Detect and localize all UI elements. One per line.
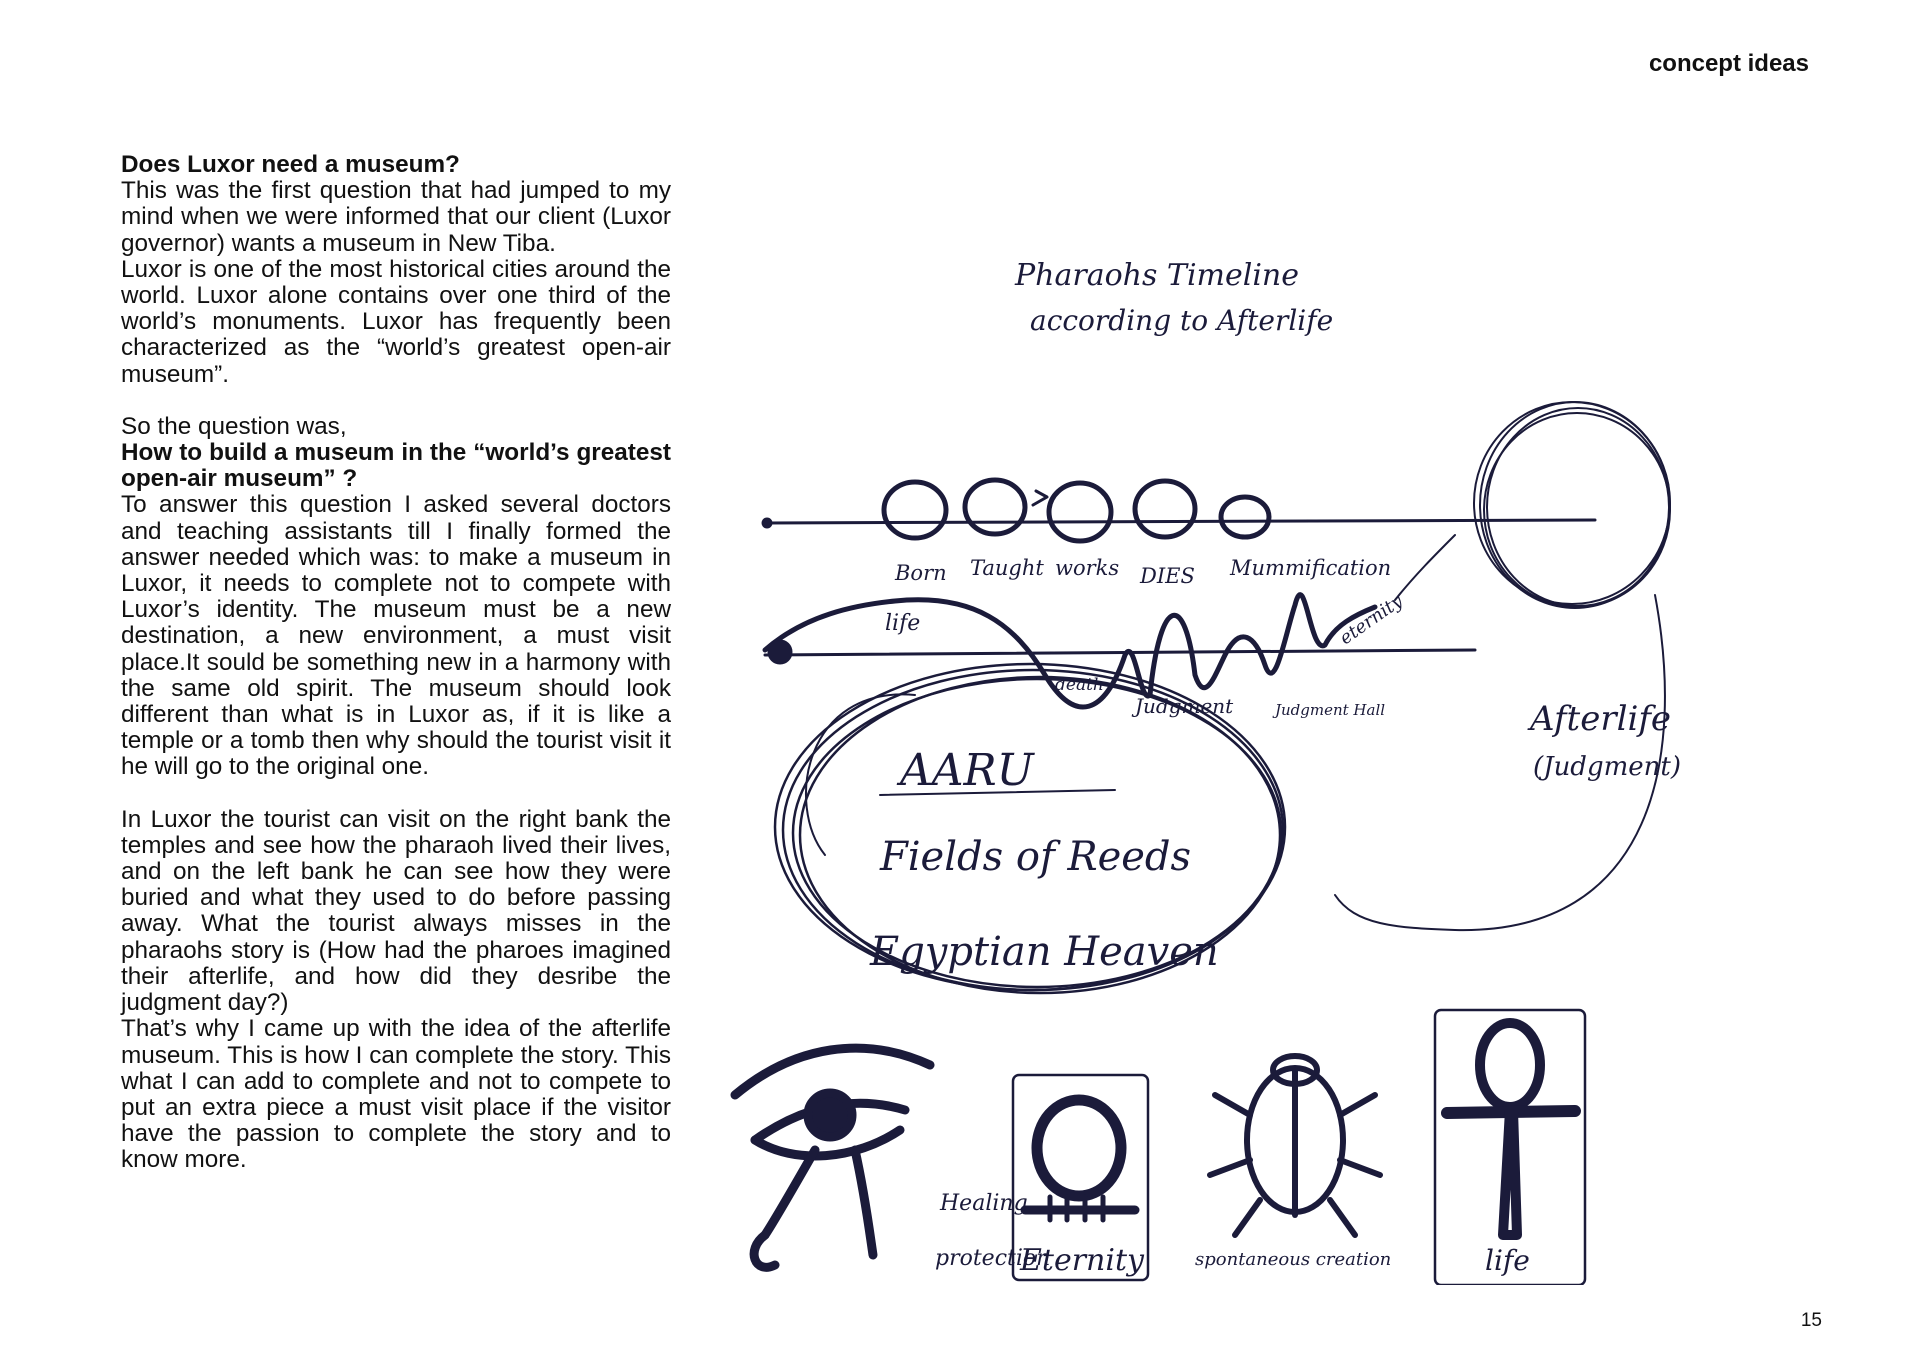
baseline-line — [765, 650, 1475, 655]
page-header: concept ideas — [1648, 50, 1809, 77]
label-mummification: Mummification — [1230, 556, 1392, 580]
paragraph-5: In Luxor the tourist can visit on the right bank the temples and see how the pharaoh lived their lives, and on the left bank he can see how they were buried and what they used to do before passing away. What the tourist always misses in the pharaohs story is (How had the pharoes imagined their afterlife, and how did they desribe the judgment day?) — [121, 805, 671, 1017]
label-dies: DIES — [1140, 564, 1195, 588]
label-born: Born — [895, 561, 947, 585]
timeline-start-dot — [762, 518, 772, 528]
label-eternity: eternity — [1335, 590, 1407, 650]
label-taught: Taught — [970, 556, 1044, 580]
fields-of-reeds-label: Fields of Reeds — [880, 834, 1192, 880]
scarab-symbol — [1210, 1056, 1380, 1235]
paragraph-6: That’s why I came up with the idea of the afterlife museum. This is how I can complete the story. This what I can add to complete and not to compete to put an extra piece a must visit place if the visitor have the passion to complete the story and to know more. — [121, 1015, 671, 1174]
question-2: How to build a museum in the “world’s greatest open-air museum” ? — [121, 439, 671, 493]
question-1: Does Luxor need a museum? — [121, 151, 460, 178]
paragraph-3: So the question was, — [121, 412, 347, 440]
sketch-title-2: according to Afterlife — [1030, 304, 1334, 337]
aaru-label: AARU — [900, 745, 1034, 796]
body-text-column — [121, 152, 671, 1174]
paragraph-4: To answer this question I asked several doctors and teaching assistants till I finally formed the answer needed which was: to make a museum in Luxor, it needs to complete not to compete with Luxor’s identity. The museum must be a new destination, a new environment, a must visit place.It sould be something new in a harmony with the same old spirit. The museum should look different than what is in Luxor as, if it is like a temple or a tomb then why should the tourist visit it he will go to the original one. — [121, 491, 671, 781]
label-spontaneous-creation: spontaneous creation — [1195, 1249, 1392, 1270]
stage-circles — [884, 480, 1269, 541]
paragraph-1: This was the first question that had jumped to my mind when we were informed that our client (Luxor governor) wants a museum in New Tiba. — [121, 177, 671, 257]
eye-of-horus-symbol — [735, 1048, 930, 1267]
sketch-drawing — [695, 235, 1785, 1285]
aaru-left-curve — [806, 694, 915, 855]
label-eternity-symbol: Eternity — [1020, 1243, 1144, 1278]
connector-curve — [1395, 535, 1455, 600]
label-works: works — [1055, 556, 1120, 580]
timeline-arrow — [1033, 491, 1047, 505]
timeline-labels — [894, 556, 1391, 588]
timeline-line — [767, 520, 1595, 523]
wave-start-blob — [768, 640, 792, 664]
concept-sketch — [695, 235, 1785, 1285]
label-judgment-hall: Judgment Hall — [1275, 701, 1386, 719]
label-life-symbol: life — [1485, 1244, 1530, 1277]
label-death: death — [1055, 675, 1104, 695]
label-healing: Healing — [940, 1191, 1028, 1216]
label-protection: protection — [935, 1246, 1051, 1271]
sketch-title-1: Pharaohs Timeline — [1015, 258, 1300, 293]
page-number: 15 — [1800, 1310, 1822, 1331]
label-judgment: Judgment — [1135, 694, 1234, 718]
paragraph-2: Luxor is one of the most historical cities around the world. Luxor alone contains over one third of the world’s monuments. Luxor has frequently been characterized as the “world’s greatest open-air museum”. — [121, 255, 671, 388]
afterlife-sub: (Judgment) — [1533, 752, 1681, 782]
egyptian-heaven-label: Egyptian Heaven — [870, 929, 1219, 975]
afterlife-circle — [1474, 402, 1670, 608]
afterlife-label: Afterlife — [1530, 699, 1672, 739]
label-life: life — [885, 611, 921, 636]
